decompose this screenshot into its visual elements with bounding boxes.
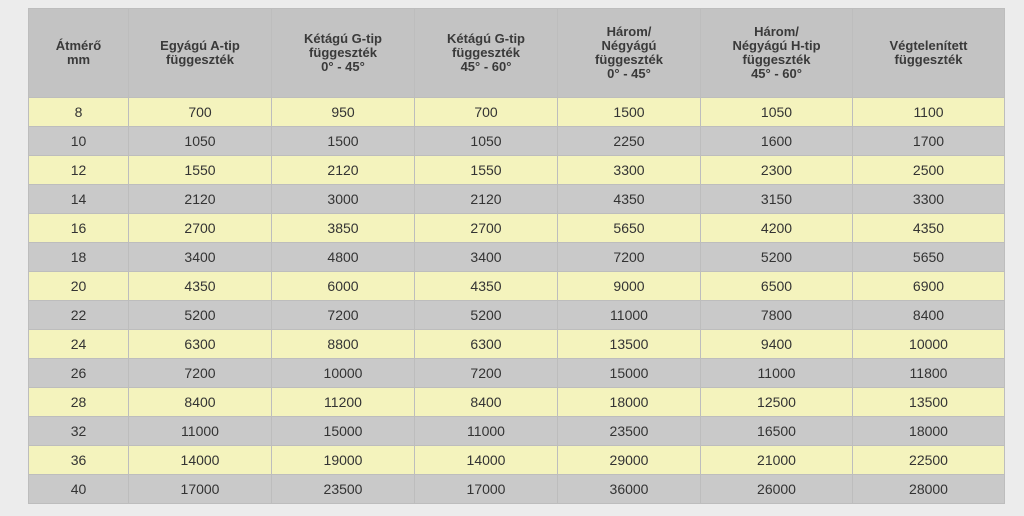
table-cell: 17000 [415,475,558,504]
table-cell: 10000 [853,330,1005,359]
table-cell: 9000 [558,272,701,301]
table-cell: 13500 [558,330,701,359]
table-cell: 7200 [129,359,272,388]
table-row [29,243,1005,272]
table-cell: 11000 [415,417,558,446]
table-cell: 23500 [558,417,701,446]
cell-diameter: 36 [29,446,129,475]
header-two-leg-0-45: Kétágú G-tip függeszték 0° - 45° [272,9,415,98]
header-diameter: Átmérő mm [29,9,129,98]
table-cell: 7200 [415,359,558,388]
table-cell: 3150 [701,185,853,214]
table-cell: 29000 [558,446,701,475]
cell-diameter: 12 [29,156,129,185]
table-cell: 1550 [415,156,558,185]
table-cell: 8800 [272,330,415,359]
table-cell: 13500 [853,388,1005,417]
table-cell: 4200 [701,214,853,243]
table-cell: 10000 [272,359,415,388]
table-cell: 700 [129,98,272,127]
cell-diameter: 24 [29,330,129,359]
cell-diameter: 20 [29,272,129,301]
header-row [29,9,1005,98]
table-cell: 11200 [272,388,415,417]
cell-diameter: 8 [29,98,129,127]
table-cell: 5650 [558,214,701,243]
table-cell: 18000 [558,388,701,417]
table-cell: 5200 [129,301,272,330]
table-cell: 2700 [129,214,272,243]
table-row [29,127,1005,156]
header-three-four-leg-0-45: Három/ Négyágú függeszték 0° - 45° [558,9,701,98]
table-cell: 3300 [558,156,701,185]
table-cell: 11000 [701,359,853,388]
table-cell: 1050 [415,127,558,156]
table-cell: 11800 [853,359,1005,388]
table-cell: 2250 [558,127,701,156]
table-row [29,156,1005,185]
table-row [29,185,1005,214]
table-cell: 4350 [853,214,1005,243]
table-cell: 3300 [853,185,1005,214]
table-cell: 28000 [853,475,1005,504]
table-cell: 950 [272,98,415,127]
header-two-leg-45-60: Kétágú G-tip függeszték 45° - 60° [415,9,558,98]
cell-diameter: 22 [29,301,129,330]
table-cell: 4350 [558,185,701,214]
table-cell: 6500 [701,272,853,301]
table-cell: 36000 [558,475,701,504]
table-cell: 3400 [415,243,558,272]
table-cell: 7200 [558,243,701,272]
table-cell: 2120 [129,185,272,214]
table-cell: 1550 [129,156,272,185]
table-cell: 6000 [272,272,415,301]
table-cell: 4350 [129,272,272,301]
table-cell: 23500 [272,475,415,504]
table-cell: 7200 [272,301,415,330]
table-cell: 3000 [272,185,415,214]
table-cell: 1050 [129,127,272,156]
table-row [29,301,1005,330]
table-cell: 8400 [853,301,1005,330]
table-cell: 6300 [415,330,558,359]
table-cell: 22500 [853,446,1005,475]
table-cell: 19000 [272,446,415,475]
table-cell: 5200 [701,243,853,272]
table-cell: 8400 [415,388,558,417]
cell-diameter: 10 [29,127,129,156]
table-row [29,272,1005,301]
table-row [29,388,1005,417]
table-cell: 14000 [129,446,272,475]
table-cell: 1600 [701,127,853,156]
cell-diameter: 14 [29,185,129,214]
table-cell: 12500 [701,388,853,417]
table-cell: 9400 [701,330,853,359]
table-cell: 1100 [853,98,1005,127]
table-cell: 2300 [701,156,853,185]
table-cell: 16500 [701,417,853,446]
cell-diameter: 16 [29,214,129,243]
table-cell: 21000 [701,446,853,475]
table-cell: 18000 [853,417,1005,446]
table-cell: 11000 [558,301,701,330]
table-cell: 1500 [272,127,415,156]
table-cell: 17000 [129,475,272,504]
table-cell: 3850 [272,214,415,243]
table-cell: 6300 [129,330,272,359]
load-capacity-table [28,8,1005,504]
table-row [29,214,1005,243]
cell-diameter: 40 [29,475,129,504]
header-endless: Végtelenített függeszték [853,9,1005,98]
table-row [29,330,1005,359]
cell-diameter: 18 [29,243,129,272]
table-row [29,98,1005,127]
table-cell: 15000 [558,359,701,388]
table-cell: 2120 [272,156,415,185]
table-cell: 1500 [558,98,701,127]
header-three-four-leg-45-60: Három/ Négyágú H-tip függeszték 45° - 60° [701,9,853,98]
table-cell: 6900 [853,272,1005,301]
header-single-leg: Egyágú A-tip függeszték [129,9,272,98]
table-cell: 7800 [701,301,853,330]
table-cell: 2700 [415,214,558,243]
table-cell: 1700 [853,127,1005,156]
table-cell: 5200 [415,301,558,330]
cell-diameter: 32 [29,417,129,446]
table-cell: 4800 [272,243,415,272]
table-cell: 2120 [415,185,558,214]
table-cell: 5650 [853,243,1005,272]
table-cell: 2500 [853,156,1005,185]
table-cell: 26000 [701,475,853,504]
cell-diameter: 26 [29,359,129,388]
table-cell: 700 [415,98,558,127]
table-cell: 11000 [129,417,272,446]
cell-diameter: 28 [29,388,129,417]
table-cell: 4350 [415,272,558,301]
table-cell: 15000 [272,417,415,446]
table-row [29,359,1005,388]
table-row [29,417,1005,446]
table-cell: 8400 [129,388,272,417]
table-cell: 14000 [415,446,558,475]
table-cell: 1050 [701,98,853,127]
table-row [29,475,1005,504]
table-row [29,446,1005,475]
table-cell: 3400 [129,243,272,272]
